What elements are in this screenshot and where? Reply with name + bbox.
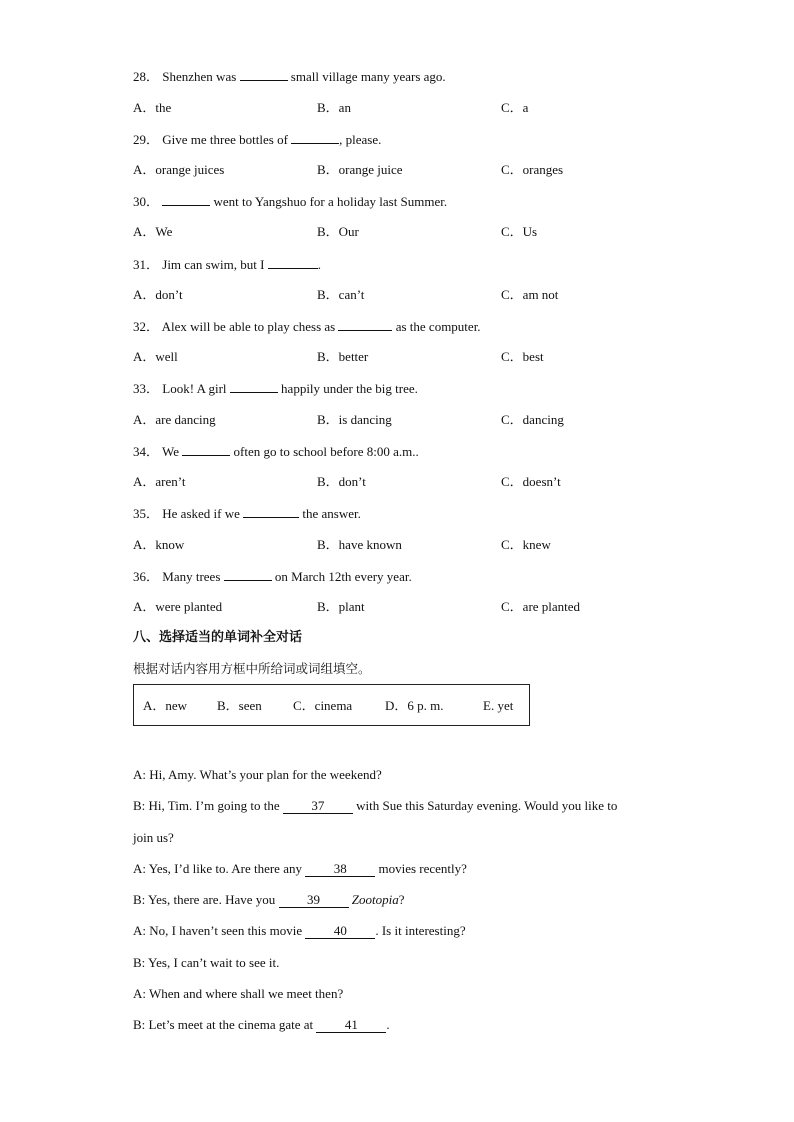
question-number: 29． <box>133 132 160 147</box>
question-text: Jim can swim, but I <box>162 257 265 272</box>
question-number: 31． <box>133 257 160 272</box>
question-number: 30． <box>133 194 160 209</box>
answer-blank[interactable] <box>243 505 299 518</box>
answer-blank[interactable] <box>268 256 318 269</box>
word-option-c: C．cinema <box>293 698 353 713</box>
answer-blank-40[interactable]: 40 <box>305 924 375 939</box>
question-33 <box>133 380 418 397</box>
option-c[interactable]: C．are planted <box>501 599 581 614</box>
question-31 <box>133 256 321 273</box>
movie-title: Zootopia <box>351 892 399 907</box>
option-a[interactable]: A．know <box>133 537 185 552</box>
section-instruction: 根据对话内容用方框中所给词或词组填空。 <box>133 661 371 676</box>
answer-blank[interactable] <box>291 131 339 144</box>
answer-blank[interactable] <box>162 193 210 206</box>
question-text: on March 12th every year. <box>274 569 412 584</box>
option-a[interactable]: A．the <box>133 100 172 115</box>
option-b[interactable]: B．can’t <box>317 287 365 302</box>
word-option-d: D．6 p. m. <box>385 698 444 713</box>
question-35 <box>133 505 361 522</box>
question-30 <box>133 193 447 210</box>
question-text: went to Yangshuo for a holiday last Summer. <box>213 194 448 209</box>
question-text: Alex will be able to play chess as <box>161 319 336 334</box>
option-b[interactable]: B．Our <box>317 224 359 239</box>
question-text: Give me three bottles of <box>162 132 288 147</box>
dialogue-line-5: B: Yes, there are. Have you 39 Zootopia? <box>133 892 405 907</box>
option-b[interactable]: B．an <box>317 100 351 115</box>
dialogue-line-9: B: Let’s meet at the cinema gate at 41 . <box>133 1017 390 1032</box>
dialogue-line-6: A: No, I haven’t seen this movie 40 . Is it interesting? <box>133 923 466 938</box>
option-b[interactable]: B．plant <box>317 599 365 614</box>
dialogue-line-8: A: When and where shall we meet then? <box>133 986 344 1001</box>
option-c[interactable]: C．doesn’t <box>501 474 561 489</box>
answer-blank[interactable] <box>224 568 272 581</box>
answer-blank-39[interactable]: 39 <box>279 893 349 908</box>
option-c[interactable]: C．knew <box>501 537 551 552</box>
question-32 <box>133 318 481 335</box>
question-number: 34． <box>133 444 160 459</box>
option-c[interactable]: C．a <box>501 100 529 115</box>
question-text: the answer. <box>302 506 361 521</box>
answer-blank-38[interactable]: 38 <box>305 862 375 877</box>
question-text: happily under the big tree. <box>281 381 418 396</box>
word-box <box>133 684 530 726</box>
answer-blank-37[interactable]: 37 <box>283 799 353 814</box>
dialogue-line-3: join us? <box>133 830 174 845</box>
question-number: 33． <box>133 381 160 396</box>
question-text: as the computer. <box>395 319 481 334</box>
question-28 <box>133 68 446 85</box>
option-b[interactable]: B．don’t <box>317 474 366 489</box>
question-text: Shenzhen was <box>162 69 237 84</box>
question-text: . <box>317 257 321 272</box>
word-option-e: E. yet <box>483 698 514 713</box>
question-number: 32． <box>133 319 160 334</box>
option-c[interactable]: C．am not <box>501 287 559 302</box>
option-a[interactable]: A．don’t <box>133 287 183 302</box>
answer-blank[interactable] <box>338 318 392 331</box>
option-c[interactable]: C．best <box>501 349 544 364</box>
question-text: We <box>162 444 180 459</box>
option-a[interactable]: A．well <box>133 349 178 364</box>
answer-blank[interactable] <box>230 380 278 393</box>
option-a[interactable]: A．orange juices <box>133 162 225 177</box>
option-c[interactable]: C．Us <box>501 224 538 239</box>
question-text: small village many years ago. <box>290 69 446 84</box>
question-36 <box>133 568 412 585</box>
question-34 <box>133 443 419 460</box>
dialogue-line-7: B: Yes, I can’t wait to see it. <box>133 955 280 970</box>
question-text: Many trees <box>162 569 221 584</box>
section-title: 八、选择适当的单词补全对话 <box>133 630 303 645</box>
answer-blank[interactable] <box>182 443 230 456</box>
question-number: 35． <box>133 506 160 521</box>
question-text: He asked if we <box>162 506 240 521</box>
question-text: , please. <box>339 132 382 147</box>
dialogue-line-1: A: Hi, Amy. What’s your plan for the weekend? <box>133 767 382 782</box>
option-c[interactable]: C．dancing <box>501 412 564 427</box>
option-b[interactable]: B．have known <box>317 537 402 552</box>
question-text: Look! A girl <box>162 381 227 396</box>
answer-blank[interactable] <box>240 68 288 81</box>
dialogue-line-4: A: Yes, I’d like to. Are there any 38 movies recently? <box>133 861 467 876</box>
question-number: 36． <box>133 569 160 584</box>
option-b[interactable]: B．better <box>317 349 369 364</box>
option-a[interactable]: A．are dancing <box>133 412 216 427</box>
question-29 <box>133 131 381 148</box>
question-text: often go to school before 8:00 a.m.. <box>233 444 419 459</box>
option-a[interactable]: A．We <box>133 224 173 239</box>
question-number: 28． <box>133 69 160 84</box>
answer-blank-41[interactable]: 41 <box>316 1018 386 1033</box>
option-b[interactable]: B．is dancing <box>317 412 392 427</box>
option-a[interactable]: A．were planted <box>133 599 223 614</box>
dialogue-line-2: B: Hi, Tim. I’m going to the 37 with Sue this Saturday evening. Would you like to <box>133 798 618 813</box>
word-option-b: B．seen <box>217 698 262 713</box>
word-option-a: A．new <box>143 698 188 713</box>
option-b[interactable]: B．orange juice <box>317 162 403 177</box>
option-c[interactable]: C．oranges <box>501 162 564 177</box>
option-a[interactable]: A．aren’t <box>133 474 186 489</box>
